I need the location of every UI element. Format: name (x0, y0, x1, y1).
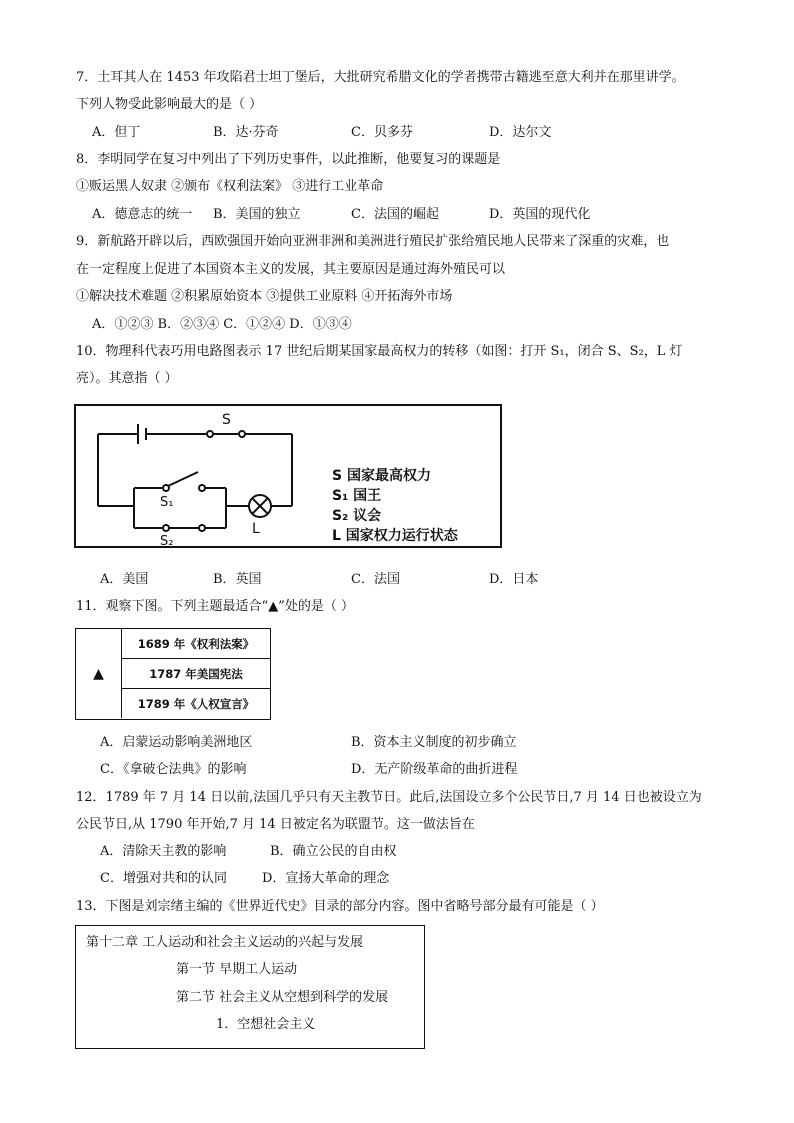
q9-stem-line2: 在一定程度上促进了本国资本主义的发展，其主要原因是通过海外殖民可以 (76, 262, 506, 277)
q8-option-c: C．法国的崛起 (351, 207, 439, 222)
q12-option-a: A．清除天主教的影响 (100, 844, 227, 859)
circuit-legend (332, 466, 458, 546)
q7-option-a: A．但丁 (92, 125, 141, 140)
toc-section-2: 第二节 社会主义从空想到科学的发展 (176, 990, 389, 1005)
q12-stem-line2: 公民节日,从 1790 年开始,7 月 14 日被定名为联盟节。这一做法旨在 (76, 817, 475, 832)
q12-option-d: D．宣扬大革命的理念 (262, 871, 390, 886)
toc-chapter: 第十二章 工人运动和社会主义运动的兴起与发展 (86, 935, 364, 950)
table-row-1689: 1689 年《权利法案》 (122, 629, 270, 659)
label-s1: S₁ (160, 495, 174, 510)
q12-stem-line1: 12．1789 年 7 月 14 日以前,法国几乎只有天主教节日。此后,法国设立多个公民节日,7 月 14 日也被设立为 (76, 790, 702, 805)
q11-table (75, 628, 271, 720)
q10-option-b: B．英国 (213, 572, 262, 587)
triangle-marker: ▲ (76, 629, 122, 718)
q10-option-d: D．日本 (489, 572, 539, 587)
q11-option-a: A．启蒙运动影响美洲地区 (100, 735, 253, 750)
q10-stem-line2: 亮）。其意指（ ） (76, 371, 178, 386)
q8-stem-line1: 8．李明同学在复习中列出了下列历史事件，以此推断，他要复习的课题是 (76, 152, 501, 167)
q11-option-d: D．无产阶级革命的曲折进程 (351, 762, 518, 777)
q13-toc-box (75, 925, 425, 1049)
q12-option-c: C．增强对共和的认同 (100, 871, 227, 886)
q10-stem-line1: 10．物理科代表巧用电路图表示 17 世纪后期某国家最高权力的转移（如图：打开 S₁，闭合 S、S₂，L 灯 (76, 344, 683, 359)
table-row-1787: 1787 年美国宪法 (122, 659, 270, 689)
q8-stem-line2: ①贩运黑人奴隶 ②颁布《权利法案》 ③进行工业革命 (76, 179, 384, 194)
q7-option-c: C．贝多芬 (351, 125, 413, 140)
q11-stem: 11．观察下图。下列主题最适合“▲”处的是（ ） (76, 599, 354, 614)
q8-option-b: B．美国的独立 (213, 207, 301, 222)
q13-stem: 13．下图是刘宗绪主编的《世界近代史》目录的部分内容。图中省略号部分最有可能是（ ） (76, 899, 604, 914)
label-l: L (252, 521, 260, 537)
q7-option-b: B．达·芬奇 (213, 125, 279, 140)
legend-s1: S₁ 国王 (332, 488, 382, 504)
legend-s: S 国家最高权力 (332, 468, 431, 484)
label-s: S (222, 412, 231, 428)
q9-stem-line1: 9．新航路开辟以后，西欧强国开始向亚洲非洲和美洲进行殖民扩张给殖民地人民带来了深重的灾难，也 (76, 234, 670, 249)
q10-option-c: C．法国 (351, 572, 400, 587)
q11-option-b: B．资本主义制度的初步确立 (351, 735, 517, 750)
q7-option-d: D．达尔文 (489, 125, 552, 140)
q9-stem-line3: ①解决技术难题 ②积累原始资本 ③提供工业原料 ④开拓海外市场 (76, 289, 453, 304)
q9-options: A．①②③ B．②③④ C．①②④ D．①③④ (92, 317, 352, 332)
q8-option-d: D．英国的现代化 (489, 207, 591, 222)
table-row-1789: 1789 年《人权宣言》 (137, 696, 255, 711)
legend-s2: S₂ 议会 (332, 508, 382, 524)
q10-option-a: A．美国 (100, 572, 149, 587)
q7-stem-line2: 下列人物受此影响最大的是（ ） (76, 97, 263, 112)
q8-option-a: A．德意志的统一 (92, 207, 193, 222)
q12-option-b: B．确立公民的自由权 (270, 844, 397, 859)
q11-option-c: C．《拿破仑法典》的影响 (100, 762, 247, 777)
legend-l: L 国家权力运行状态 (332, 528, 458, 544)
toc-section-1: 第一节 早期工人运动 (176, 962, 298, 977)
label-s2: S₂ (160, 534, 174, 546)
q7-stem-line1: 7．土耳其人在 1453 年攻陷君士坦丁堡后，大批研究希腊文化的学者携带古籍逃至意大利并在那里讲学。 (76, 70, 685, 85)
circuit-diagram (74, 404, 502, 548)
toc-subsection-1: 1．空想社会主义 (216, 1017, 316, 1032)
